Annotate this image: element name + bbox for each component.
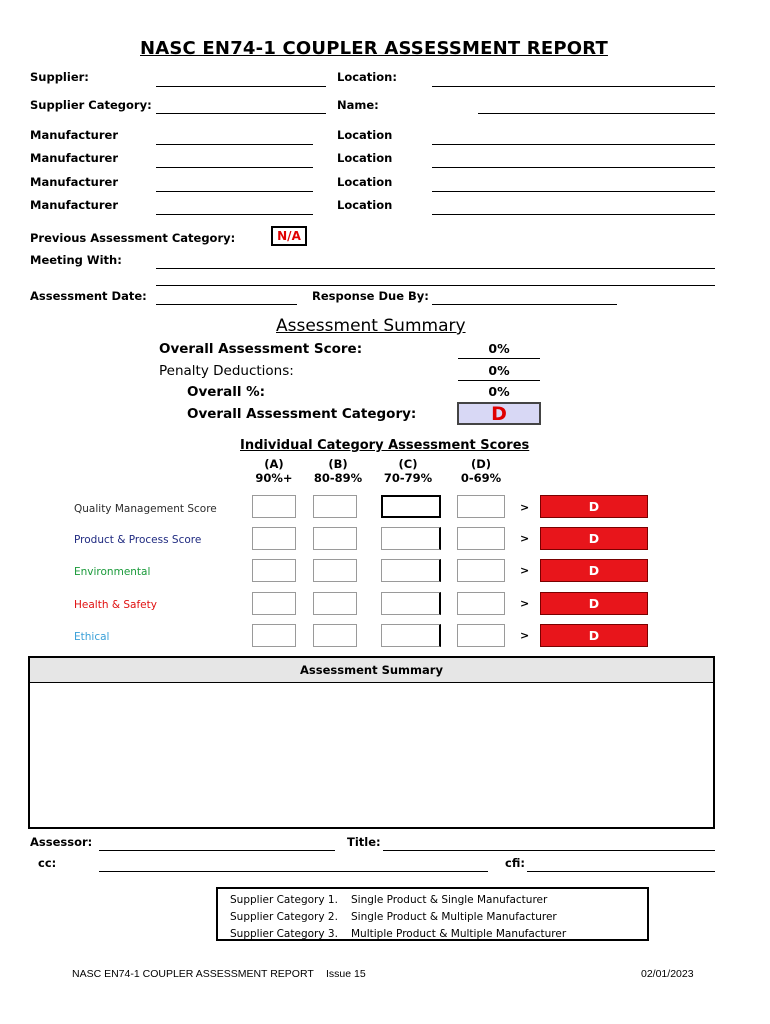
report-title: NASC EN74-1 COUPLER ASSESSMENT REPORT [140,38,608,59]
legend-row [230,926,647,943]
meeting-with-label: Meeting With: [30,253,122,267]
score-a-input[interactable] [252,592,296,615]
column-letter: (B) [328,457,348,471]
column-range: 0-69% [460,471,502,485]
manufacturer-field[interactable] [156,144,313,145]
category-name: Product & Process Score [74,534,202,546]
legend-row [230,892,647,909]
manufacturer-label: Manufacturer [30,128,118,142]
column-range: 90%+ [255,471,293,485]
manufacturer-location-field[interactable] [432,144,715,145]
manufacturer-location-label: Location [337,151,393,165]
location-field[interactable] [432,86,715,87]
legend-value: Single Product & Single Manufacturer [351,894,548,906]
manufacturer-location-label: Location [337,198,393,212]
score-d-input[interactable] [457,559,505,582]
supplier-category-field[interactable] [156,113,326,114]
score-c-input[interactable] [381,495,441,518]
manufacturer-location-label: Location [337,128,393,142]
summary-heading: Assessment Summary [276,316,466,336]
cfi-field[interactable] [527,871,715,872]
legend-key: Supplier Category 1. [230,894,338,906]
manufacturer-location-field[interactable] [432,191,715,192]
column-range: 70-79% [383,471,433,485]
overall-pct-label: Overall %: [187,384,266,400]
category-name: Ethical [74,631,110,643]
name-field[interactable] [478,113,715,114]
manufacturer-field[interactable] [156,167,313,168]
manufacturer-field[interactable] [156,191,313,192]
response-due-label: Response Due By: [312,289,429,303]
category-name: Quality Management Score [74,503,217,515]
overall-score-value: 0% [458,341,540,359]
arrow-indicator: > [520,532,530,545]
overall-score-label: Overall Assessment Score: [159,341,363,357]
summary-panel-textarea[interactable] [28,683,715,829]
column-letter: (D) [470,457,492,471]
legend-key: Supplier Category 3. [230,928,338,940]
score-a-input[interactable] [252,559,296,582]
manufacturer-location-field[interactable] [432,214,715,215]
arrow-indicator: > [520,564,530,577]
assessment-date-label: Assessment Date: [30,289,147,303]
score-c-input[interactable] [381,559,441,582]
supplier-category-label: Supplier Category: [30,98,152,112]
manufacturer-label: Manufacturer [30,175,118,189]
penalty-value: 0% [458,363,540,381]
score-b-input[interactable] [313,592,357,615]
title-label: Title: [347,835,381,849]
category-grade: D [540,559,648,582]
score-d-input[interactable] [457,592,505,615]
cfi-label: cfi: [505,856,525,870]
title-field[interactable] [383,850,715,851]
score-a-input[interactable] [252,495,296,518]
score-b-input[interactable] [313,559,357,582]
category-name: Environmental [74,566,151,578]
name-label: Name: [337,98,379,112]
manufacturer-label: Manufacturer [30,151,118,165]
meeting-with-field-2[interactable] [156,285,715,286]
legend-value: Single Product & Multiple Manufacturer [351,911,557,923]
category-grade: D [540,624,648,647]
meeting-with-field[interactable] [156,268,715,269]
category-grade: D [540,527,648,550]
assessor-label: Assessor: [30,835,93,849]
category-grade: D [540,592,648,615]
legend-key: Supplier Category 2. [230,911,338,923]
score-d-input[interactable] [457,527,505,550]
score-c-input[interactable] [381,624,441,647]
previous-assessment-value: N/A [271,226,307,246]
overall-pct-value: 0% [488,384,510,399]
assessment-date-field[interactable] [156,304,297,305]
footer-date: 02/01/2023 [641,968,694,980]
footer-issue: Issue 15 [326,968,366,980]
column-letter: (C) [398,457,418,471]
summary-panel-header: Assessment Summary [28,656,715,684]
score-c-input[interactable] [381,592,441,615]
score-b-input[interactable] [313,624,357,647]
arrow-indicator: > [520,501,530,514]
supplier-label: Supplier: [30,70,89,84]
cc-label: cc: [38,856,57,870]
cc-field[interactable] [99,871,488,872]
column-range: 80-89% [313,471,363,485]
manufacturer-location-field[interactable] [432,167,715,168]
score-c-input[interactable] [381,527,441,550]
manufacturer-field[interactable] [156,214,313,215]
arrow-indicator: > [520,597,530,610]
manufacturer-label: Manufacturer [30,198,118,212]
column-header-c [378,457,438,485]
penalty-label: Penalty Deductions: [159,363,294,379]
score-b-input[interactable] [313,527,357,550]
score-b-input[interactable] [313,495,357,518]
category-grade: D [540,495,648,518]
score-d-input[interactable] [457,495,505,518]
overall-category-value: D [457,402,541,425]
column-header-b [308,457,368,485]
legend-row [230,909,647,926]
manufacturer-location-label: Location [337,175,393,189]
column-header-d [451,457,511,485]
previous-assessment-label: Previous Assessment Category: [30,231,236,245]
score-a-input[interactable] [252,527,296,550]
column-header-a [244,457,304,485]
supplier-field[interactable] [156,86,326,87]
legend-value: Multiple Product & Multiple Manufacturer [351,928,567,940]
supplier-category-legend [216,887,649,941]
category-name: Health & Safety [74,599,157,611]
footer-document-name: NASC EN74-1 COUPLER ASSESSMENT REPORT [72,968,314,980]
individual-scores-heading: Individual Category Assessment Scores [240,438,530,453]
location-label: Location: [337,70,397,84]
score-a-input[interactable] [252,624,296,647]
arrow-indicator: > [520,629,530,642]
response-due-field[interactable] [432,304,617,305]
column-letter: (A) [264,457,284,471]
score-d-input[interactable] [457,624,505,647]
overall-category-label: Overall Assessment Category: [187,406,417,422]
assessor-field[interactable] [99,850,335,851]
